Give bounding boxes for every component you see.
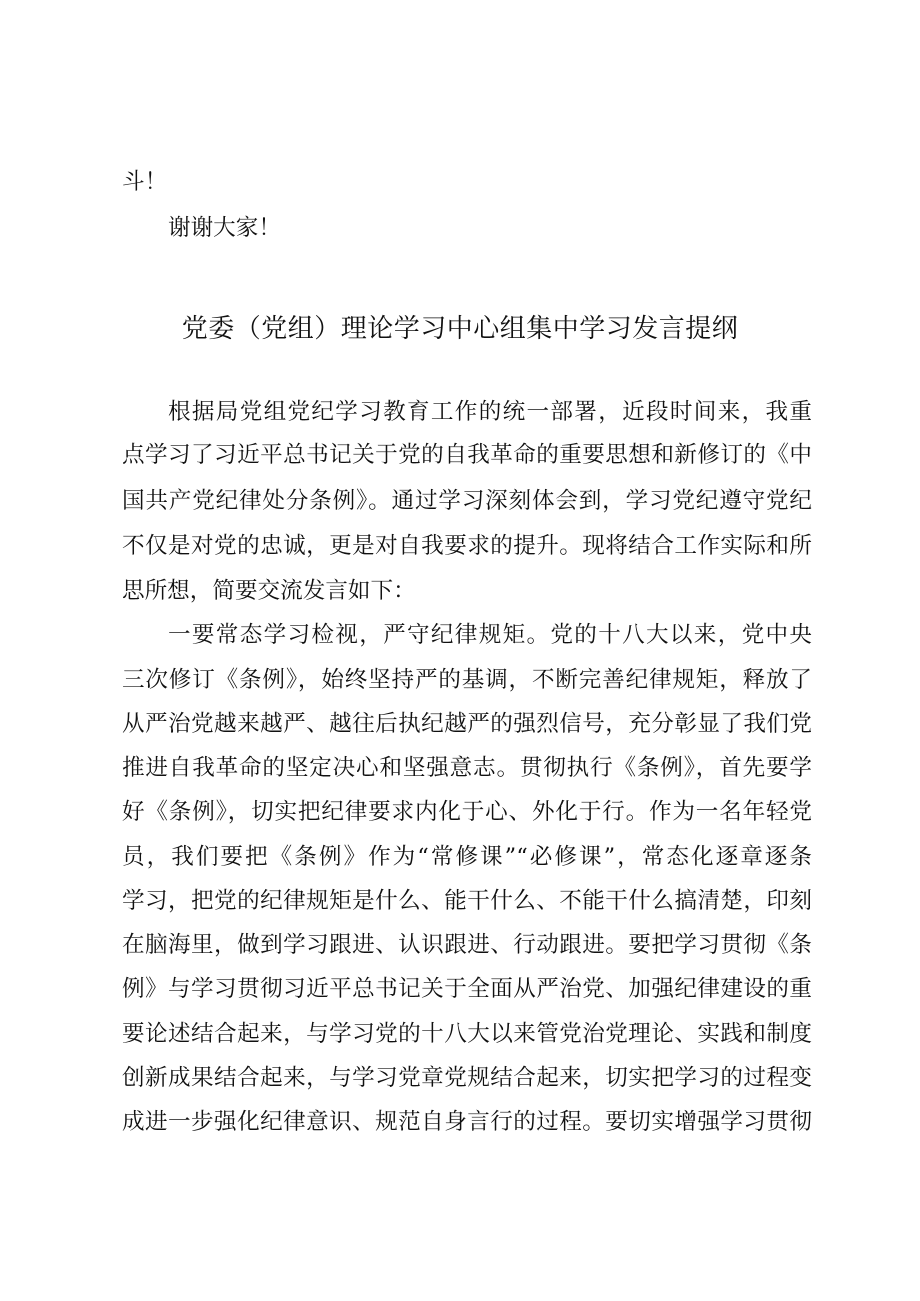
paragraph-line: 根据局党组党纪学习教育工作的统一部署，近段时间来，我重 — [168, 399, 812, 425]
paragraph-line: 好《条例》，切实把纪律要求内化于心、外化于行。作为一名年轻党 — [122, 799, 812, 825]
paragraph-line: 点学习了习近平总书记关于党的自我革命的重要思想和新修订的《中 — [122, 442, 812, 468]
paragraph-line: 成进一步强化纪律意识、规范自身言行的过程。要切实增强学习贯彻 — [122, 1109, 812, 1135]
paragraph-line: 三次修订《条例》，始终坚持严的基调，不断完善纪律规矩，释放了 — [122, 667, 812, 693]
paragraph-line: 从严治党越来越严、越往后执纪越严的强烈信号，充分彰显了我们党 — [122, 711, 812, 737]
paragraph-line: 思所想，简要交流发言如下： — [122, 578, 416, 604]
paragraph-line: 学习，把党的纪律规矩是什么、能干什么、不能干什么搞清楚，印刻 — [122, 888, 812, 914]
paragraph-line: 不仅是对党的忠诚，更是对自我要求的提升。现将结合工作实际和所 — [122, 533, 812, 559]
document-title: 党委（党组）理论学习中心组集中学习发言提纲 — [181, 314, 739, 344]
paragraph-line: 推进自我革命的坚定决心和坚强意志。贯彻执行《条例》，首先要学 — [122, 755, 812, 781]
previous-text-ending: 斗！ — [122, 169, 168, 195]
paragraph-line: 在脑海里，做到学习跟进、认识跟进、行动跟进。要把学习贯彻《条 — [122, 932, 812, 958]
paragraph-line: 员，我们要把《条例》作为“常修课”“必修课”，常态化逐章逐条 — [122, 844, 812, 870]
paragraph-line: 一要常态学习检视，严守纪律规矩。党的十八大以来，党中央 — [168, 622, 812, 648]
thanks-line: 谢谢大家！ — [168, 215, 281, 241]
paragraph-line: 国共产党纪律处分条例》。通过学习深刻体会到，学习党纪遵守党纪 — [122, 488, 812, 514]
paragraph-line: 创新成果结合起来，与学习党章党规结合起来，切实把学习的过程变 — [122, 1065, 812, 1091]
paragraph-line: 例》与学习贯彻习近平总书记关于全面从严治党、加强纪律建设的重 — [122, 976, 812, 1002]
paragraph-line: 要论述结合起来，与学习党的十八大以来管党治党理论、实践和制度 — [122, 1021, 812, 1047]
